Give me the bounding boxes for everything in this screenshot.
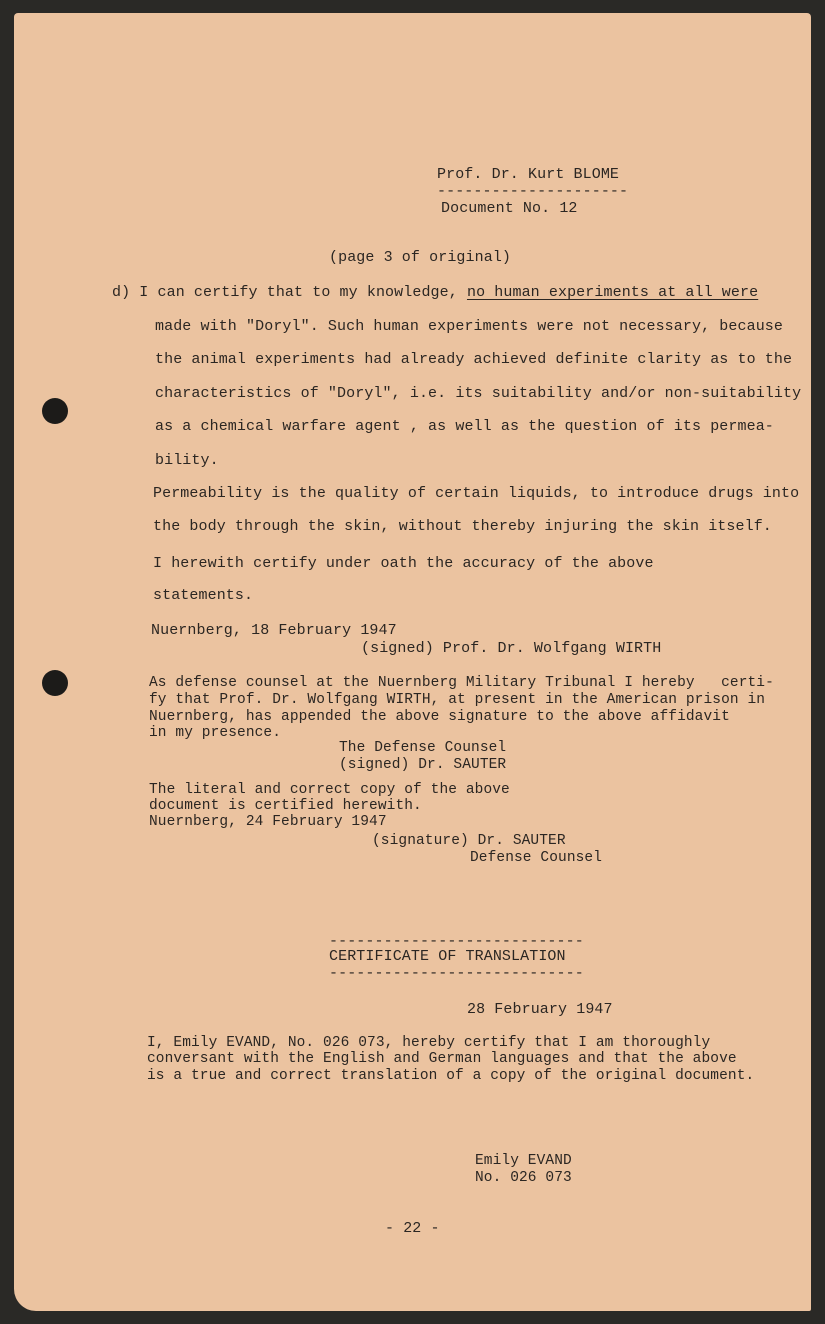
translation-rule-bottom: ---------------------------- <box>329 965 584 982</box>
copy-cert-signature: (signature) Dr. SAUTER <box>372 833 566 849</box>
affidavit-line: I herewith certify under oath the accuracy of the above <box>153 555 654 572</box>
copy-cert-line: document is certified herewith. <box>149 798 422 814</box>
affidavit-place-date: Nuernberg, 18 February 1947 <box>151 622 397 639</box>
translation-date: 28 February 1947 <box>467 1001 613 1018</box>
copy-cert-line: Nuernberg, 24 February 1947 <box>149 814 387 830</box>
page-number: - 22 - <box>385 1220 440 1237</box>
translation-heading: CERTIFICATE OF TRANSLATION <box>329 948 566 965</box>
page-note: (page 3 of original) <box>329 249 512 266</box>
counsel-line: fy that Prof. Dr. Wolfgang WIRTH, at present in the American prison in <box>149 692 766 708</box>
translator-name: Emily EVAND <box>475 1153 572 1169</box>
counsel-line: Nuernberg, has appended the above signature to the above affidavit <box>149 709 730 725</box>
affidavit-line: made with "Doryl". Such human experiments were not necessary, because <box>155 318 784 335</box>
counsel-title: The Defense Counsel <box>339 740 507 756</box>
copy-cert-line: The literal and correct copy of the above <box>149 782 510 798</box>
counsel-line: in my presence. <box>149 725 282 741</box>
header-author: Prof. Dr. Kurt BLOME <box>437 166 620 183</box>
affidavit-signed: (signed) Prof. Dr. Wolfgang WIRTH <box>361 640 662 657</box>
counsel-signed: (signed) Dr. SAUTER <box>339 757 507 773</box>
header-document-no: Document No. 12 <box>441 200 578 217</box>
copy-cert-role: Defense Counsel <box>470 850 603 866</box>
translation-line: is a true and correct translation of a copy of the original document. <box>147 1068 755 1084</box>
translation-rule-top: ---------------------------- <box>329 933 584 950</box>
punch-hole-bottom <box>42 670 68 696</box>
affidavit-line: the animal experiments had already achieved definite clarity as to the <box>155 351 793 368</box>
translator-number: No. 026 073 <box>475 1170 572 1186</box>
affidavit-line-1 <box>112 284 758 301</box>
affidavit-line: statements. <box>153 587 254 604</box>
affidavit-line: the body through the skin, without thereby injuring the skin itself. <box>153 518 772 535</box>
affidavit-line: Permeability is the quality of certain liquids, to introduce drugs into <box>153 485 800 502</box>
translation-line: I, Emily EVAND, No. 026 073, hereby certify that I am thoroughly <box>147 1035 711 1051</box>
affidavit-d-prefix: d) I can certify that to my knowledge, <box>112 284 467 301</box>
counsel-line: As defense counsel at the Nuernberg Military Tribunal I hereby certi- <box>149 675 774 691</box>
header-rule: --------------------- <box>437 183 629 200</box>
affidavit-line: as a chemical warfare agent , as well as the question of its permea- <box>155 418 774 435</box>
translation-line: conversant with the English and German languages and that the above <box>147 1051 737 1067</box>
affidavit-d-underlined: no human experiments at all were <box>466 284 759 301</box>
document-page <box>14 13 811 1311</box>
affidavit-line: characteristics of "Doryl", i.e. its suitability and/or non-suitability <box>155 385 802 402</box>
affidavit-line: bility. <box>155 452 219 469</box>
punch-hole-top <box>42 398 68 424</box>
